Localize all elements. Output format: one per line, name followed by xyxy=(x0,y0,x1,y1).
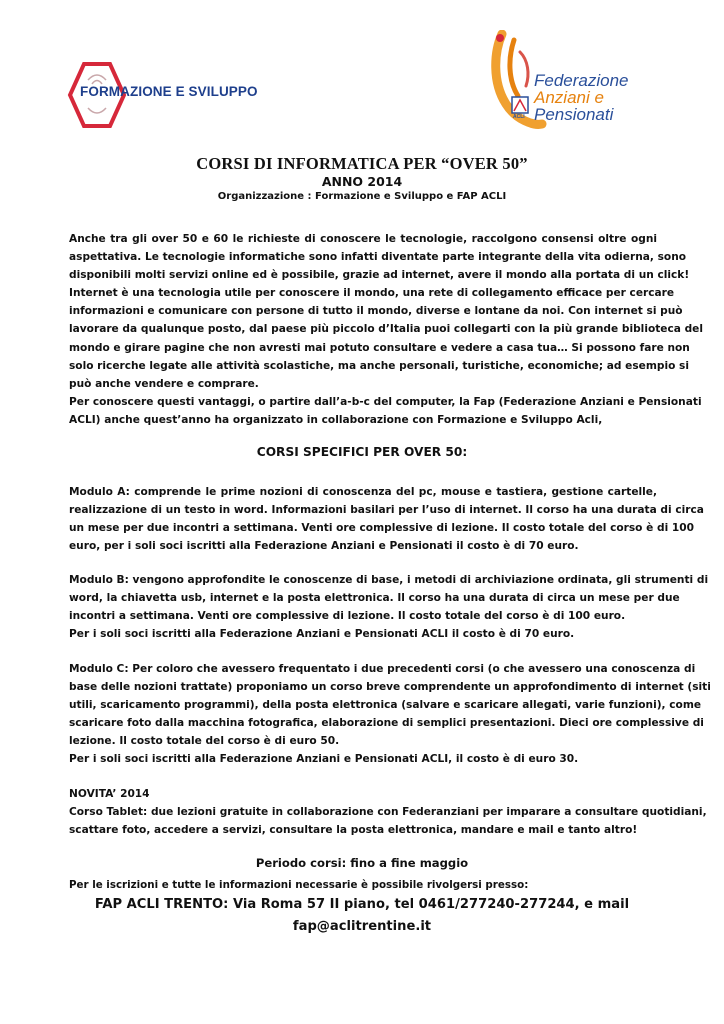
text-line: realizzazione di un testo in word. Informazioni basilari per l’uso di internet. Il corso ha una durata di circa xyxy=(69,504,704,517)
text-line: un mese per due incontri a settimana. Venti ore complessive di lezione. Il costo totale del corso è di 100 xyxy=(69,522,695,535)
module-b-paragraph xyxy=(69,571,709,643)
logo-right-line3: Pensionati xyxy=(534,105,614,124)
text-line: Per i soli soci iscritti alla Federazione Anziani e Pensionati ACLI il costo è di 70 euro. xyxy=(69,628,575,641)
text-line: Modulo C: Per coloro che avessero frequentato i due precedenti corsi (o che avessero una conoscenza di xyxy=(69,663,696,675)
text-line: aspettativa. Le tecnologie informatiche sono infatti diventate parte integrante della vita odierna, sono xyxy=(69,251,687,264)
organization-line: Organizzazione : Formazione e Sviluppo e FAP ACLI xyxy=(217,191,507,202)
text-line: Modulo A: comprende le prime nozioni di conoscenza del pc, mouse e tastiera, gestione cartelle, xyxy=(69,486,657,498)
text-line: informazioni e comunicare con persone di tutto il mondo, diverse e lontane da noi. Con internet si può xyxy=(69,305,683,318)
text-line: può anche vendere e comprare. xyxy=(69,377,259,390)
text-line: NOVITA’ 2014 xyxy=(69,788,150,800)
text-line: euro, per i soli soci iscritti alla Federazione Anziani e Pensionati il costo è di 70 euro. xyxy=(69,540,579,553)
year-subtitle: ANNO 2014 xyxy=(321,174,403,189)
module-a-paragraph xyxy=(69,483,704,555)
text-line: mondo e girare pagine che non avresti mai potuto consultare e vedere a casa tua… Si possono fare non xyxy=(69,341,690,354)
contact-line: FAP ACLI TRENTO: Via Roma 57 II piano, tel 0461/277240-277244, e mail xyxy=(94,897,630,912)
text-line: Per conoscere questi vantaggi, o partire dall’a-b-c del computer, la Fap (Federazione Anziani e Pensionati xyxy=(69,395,702,408)
course-period: Periodo corsi: fino a fine maggio xyxy=(255,856,469,870)
text-line: lavorare da qualunque posto, dal paese più piccolo d’Italia puoi collegarti con la più grande biblioteca del xyxy=(69,323,703,336)
logo-right-line2: Anziani e xyxy=(534,88,604,107)
logo-right-line1: Federazione xyxy=(534,71,629,90)
text-line: base delle nozioni trattate) proponiamo un corso breve comprendente un approfondimento di internet (siti xyxy=(69,681,711,694)
text-line: Internet è una tecnologia utile per conoscere il mondo, una rete di collegamento efficace per cercare xyxy=(69,287,675,300)
contact-email: fap@aclitrentine.it xyxy=(292,919,432,934)
text-line: Anche tra gli over 50 e 60 le richieste di conoscere le tecnologie, raccolgono consensi oltre ogni xyxy=(69,233,657,245)
text-line: solo ricerche legate alle attività scolastiche, ma anche personali, turistiche, economiche; ad esempio si xyxy=(69,359,689,372)
text-line: scattare foto, accedere a servizi, consultare la posta elettronica, mandare e mail e tanto altro! xyxy=(69,824,638,837)
acli-badge-text: ACLI xyxy=(513,114,525,120)
section-heading: CORSI SPECIFICI PER OVER 50: xyxy=(256,445,468,459)
text-line: ACLI) anche quest’anno ha organizzato in collaborazione con Formazione e Sviluppo Acli, xyxy=(69,413,603,426)
page-title: CORSI DI INFORMATICA PER “OVER 50” xyxy=(196,154,528,173)
text-line: lezione. Il costo totale del corso è di euro 50. xyxy=(69,735,340,748)
text-line: Corso Tablet: due lezioni gratuite in collaborazione con Federanziani per imparare a consultare quotidiani, xyxy=(69,806,707,819)
logo-left-text: FORMAZIONE E SVILUPPO xyxy=(80,84,258,99)
text-line: disponibili molti servizi online ed è possibile, grazie ad internet, avere il mondo alla portata di un click! xyxy=(69,269,690,282)
intro-paragraph xyxy=(69,230,703,429)
formazione-sviluppo-logo xyxy=(66,62,262,128)
registration-info: Per le iscrizioni e tutte le informazioni necessarie è possibile rivolgersi presso: xyxy=(69,879,529,891)
text-line: utili, scaricamento programmi), della posta elettronica (salvare e scaricare allegati, varie funzioni), come xyxy=(69,699,702,712)
fap-acli-logo xyxy=(476,30,636,135)
module-c-paragraph xyxy=(69,660,711,769)
text-line: word, la chiavetta usb, internet e la posta elettronica. Il corso ha una durata di circa un mese per due xyxy=(69,592,680,605)
novita-paragraph xyxy=(69,785,707,839)
text-line: Per i soli soci iscritti alla Federazione Anziani e Pensionati ACLI, il costo è di euro 30. xyxy=(69,753,579,766)
text-line: scaricare foto dalla macchina fotografica, elaborazione di semplici presentazioni. Dieci ore complessive di xyxy=(69,717,704,730)
text-line: Modulo B: vengono approfondite le conoscenze di base, i metodi di archiviazione ordinata, gli strumenti di xyxy=(69,574,709,586)
text-line: incontri a settimana. Venti ore complessive di lezione. Il costo totale del corso è di 100 euro. xyxy=(69,610,626,623)
